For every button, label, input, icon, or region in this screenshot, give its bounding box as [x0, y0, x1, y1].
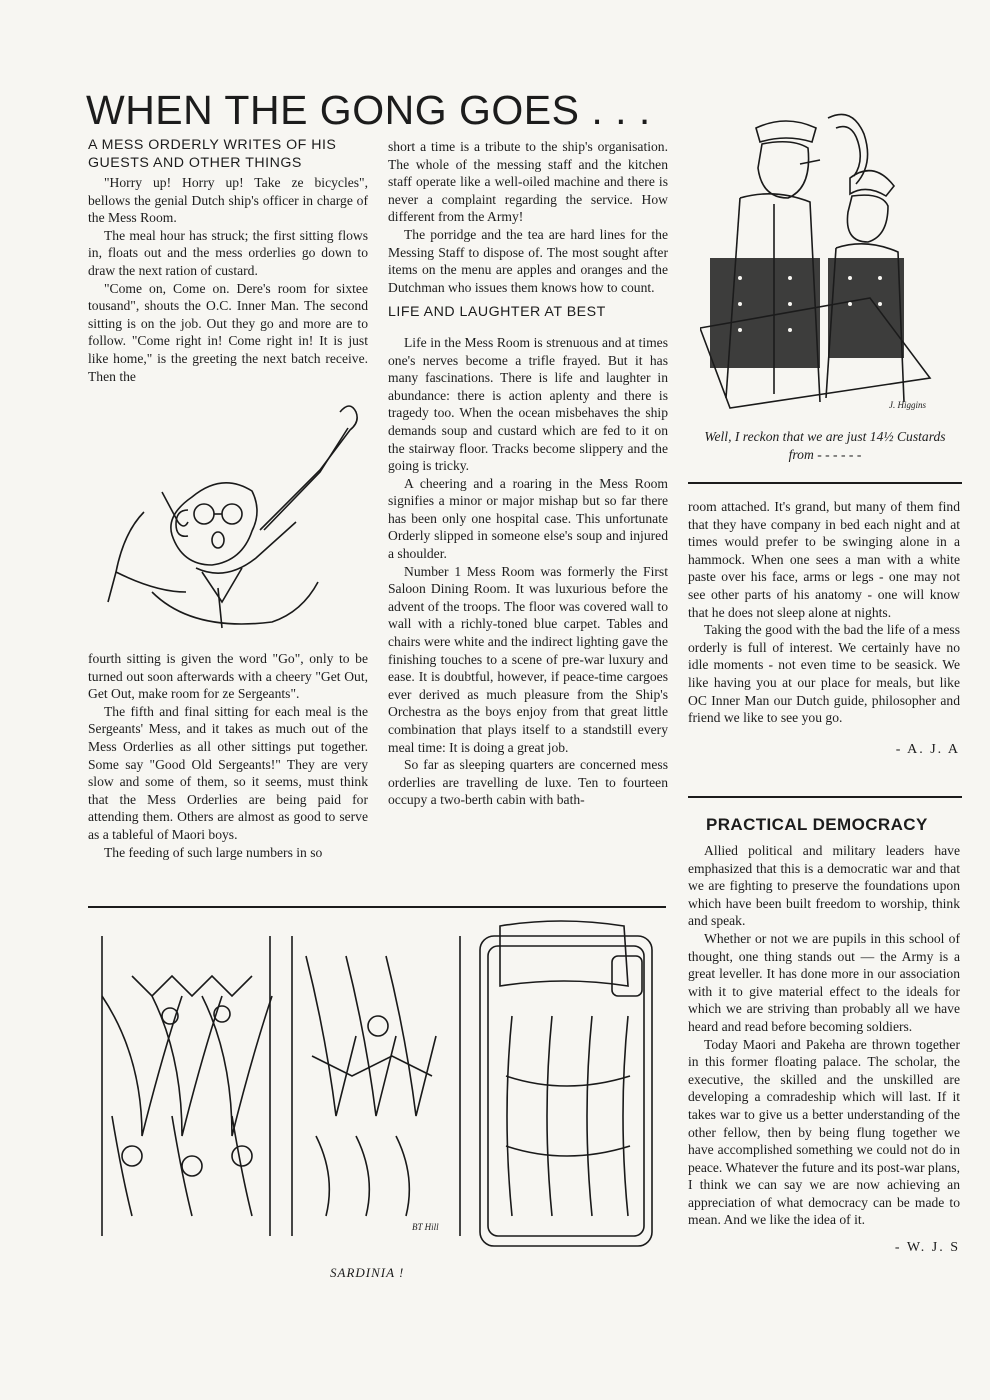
- section-heading: LIFE AND LAUGHTER AT BEST: [388, 304, 606, 321]
- paragraph: The meal hour has struck; the first sitting flows in, floats out and the mess orderlies go down to draw the next ration of custard.: [88, 227, 368, 278]
- section-title: PRACTICAL DEMOCRACY: [706, 815, 928, 834]
- paragraph: "Horry up! Horry up! Take ze bicycles", bellows the genial Dutch ship's officer in charge of the Mess Room.: [88, 175, 368, 226]
- column-3-top: [688, 498, 960, 758]
- illustration-caption: SARDINIA !: [330, 1265, 405, 1280]
- column-2: [388, 138, 668, 809]
- column-3-bottom: [688, 842, 960, 1257]
- paragraph: Life in the Mess Room is strenuous and at times one's nerves become a trifle frayed. But it has many fascinations. There is life and laughter in abundance: there is action aplenty and there is tragedy too. When the ocean misbehaves the ship demands soup and custard which are fed to it on the stairway floor. Tracks become slippery and the going is tricky.: [388, 334, 668, 474]
- paragraph: fourth sitting is given the word "Go", only to be turned out soon afterwards with a cheery "Get Out, Get Out, make room for ze Sergeants".: [88, 651, 368, 702]
- paragraph: Number 1 Mess Room was formerly the First Saloon Dining Room. It was luxurious before the advent of the troops. The floor was covered wall to wall with a richly-toned blue carpet. Tables and chairs were white and the indirect lighting gave the finishing touches to a scene of pre-war luxury and ease. It is doubtful, however, if peace-time cargoes ever derived as much pleasure from the Ship's Orchestra as the boys enjoy from that great little combination that plays itself to a standstill every meal time: It is doing a great job.: [388, 563, 668, 755]
- headline: WHEN THE GONG GOES . . .: [86, 87, 651, 133]
- paragraph: Allied political and military leaders have emphasized that this is a democratic war and that we are fighting to preserve the foundations upon which have been built freedom to worship, think and speak.: [688, 843, 960, 929]
- paragraph: So far as sleeping quarters are concerned mess orderlies are travelling de luxe. Ten to fourteen occupy a two-berth cabin with bath-: [388, 757, 668, 808]
- paragraph: Today Maori and Pakeha are thrown together in this former floating palace. The scholar, the executive, the skilled and the unskilled are developing a comradeship which will last. If it takes war to give us a better understanding of the other fellow, then by being flung together we have accomplished something we could not do in peace. Whatever the future and its post-war plans, I think we can say we are now achieving an appreciation of what democracy can be made to mean. And we like the idea of it.: [688, 1036, 960, 1228]
- paragraph: The feeding of such large numbers in so: [104, 844, 323, 860]
- paragraph: short a time is a tribute to the ship's organisation. The whole of the messing staff and the kitchen staff operate like a well-oiled machine and there is never a complaint regarding the service. How different from the Army!: [388, 139, 668, 225]
- paragraph: A cheering and a roaring in the Mess Room signifies a minor or major mishap but so far there has been only one hospital case. This unfortunate Orderly slipped in someone else's soup and injured a shoulder.: [388, 475, 668, 562]
- paragraph: The porridge and the tea are hard lines for the Messing Staff to dispose of. The most sought after items on the menu are apples and oranges and the Dutchman who issues them knows how to count.: [388, 226, 668, 295]
- cartoon-caption: Well, I reckon that we are just 14½ Custards from - - - - - -: [704, 429, 946, 462]
- officers-cartoon: [700, 108, 962, 418]
- cartoon-signature: J. Higgins: [889, 400, 926, 410]
- subheadline: A MESS ORDERLY WRITES OF HIS GUESTS AND OTHER THINGS: [88, 137, 337, 171]
- signature: - A. J. A: [895, 741, 960, 757]
- column-1-bottom: [88, 650, 368, 861]
- sardinia-illustration: [92, 916, 666, 1256]
- paragraph: Whether or not we are pupils in this school of thought, one thing stands out — the Army is a great leveller. It has done more in our association with it to give material effect to the ideals for which we are striving than probably all we have heard and read before becoming soldiers.: [688, 930, 960, 1034]
- divider: [688, 482, 962, 484]
- paragraph: Taking the good with the bad the life of a mess orderly is full of interest. We certainly have no idle moments - not even time to be seasick. We like having you at our place for meals, but like OC Inner Man our Dutch guide, philosopher and friend we like to see you go.: [688, 622, 960, 726]
- paragraph: The fifth and final sitting for each meal is the Sergeants' Mess, and it takes as much out of the Mess Orderlies as all other sittings put together. Some say "Good Old Sergeants!" They are very slow and some of them, so it seems, must think that the Mess Orderlies are being paid for attending them. Others are almost as good to serve as a tableful of Maori boys.: [88, 703, 368, 842]
- illustration-signature: BT Hill: [412, 1222, 439, 1232]
- divider: [88, 906, 666, 908]
- column-1-top: [88, 174, 368, 385]
- paragraph: room attached. It's grand, but many of them find that they have company in bed each night and at times would prefer to be swinging alone in a hammock. When one sees a man with a white paste over his face, arms or legs - one may not see other parts of his anatomy - one will know that he does not sleep alone at nights.: [688, 499, 960, 620]
- signature: - W. J. S: [894, 1240, 960, 1256]
- divider: [688, 796, 962, 798]
- paragraph: "Come on, Come on. Dere's room for sixtee tousand", shouts the O.C. Inner Man. The second sitting is on the job. Out they go and more are to follow. "Come right in! Come right in! It is just like home," is the greeting the next batch receive. Then the: [88, 280, 368, 384]
- officer-shouting-illustration: [92, 392, 367, 642]
